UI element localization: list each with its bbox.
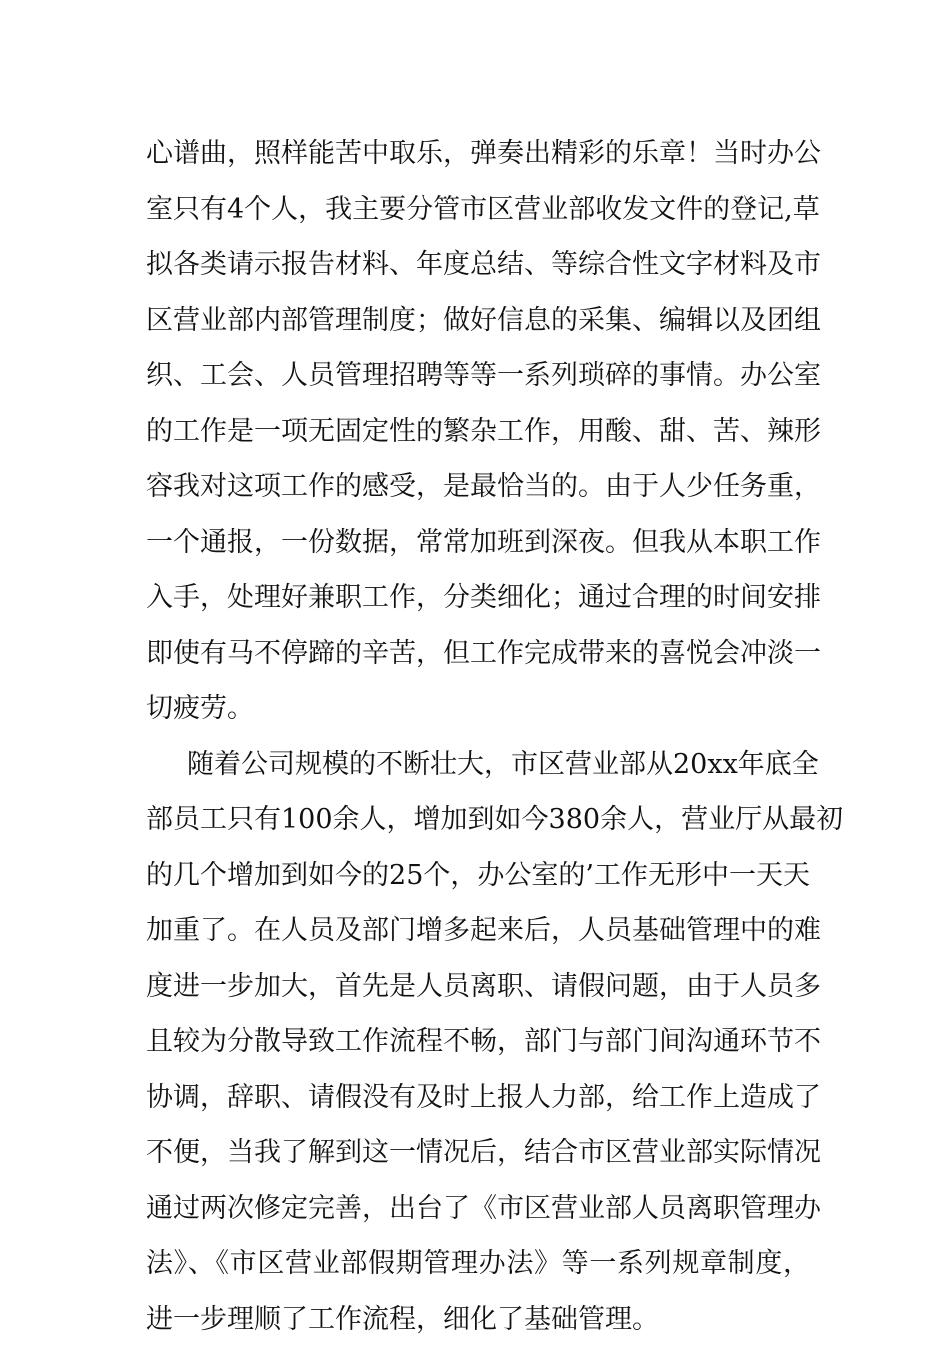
text-line: 不便，当我了解到这一情况后，结合市区营业部实际情况 <box>146 1125 810 1181</box>
text-line: 区营业部内部管理制度；做好信息的采集、编辑以及团组 <box>146 293 810 349</box>
text-line: 心谱曲，照样能苦中取乐，弹奏出精彩的乐章！当时办公 <box>146 126 810 182</box>
text-line: 法》、《市区营业部假期管理办法》等一系列规章制度， <box>146 1236 810 1292</box>
text-line: 协调，辞职、请假没有及时上报人力部，给工作上造成了 <box>146 1070 810 1126</box>
text-line: 部员工只有100余人，增加到如今380余人，营业厅从最初 <box>146 792 810 848</box>
body-text <box>146 126 810 1347</box>
text-line: 进一步理顺了工作流程，细化了基础管理。 <box>146 1292 810 1347</box>
text-line: 一个通报，一份数据，常常加班到深夜。但我从本职工作 <box>146 515 810 571</box>
text-line: 加重了。在人员及部门增多起来后，人员基础管理中的难 <box>146 903 810 959</box>
text-line: 且较为分散导致工作流程不畅，部门与部门间沟通环节不 <box>146 1014 810 1070</box>
text-line: 的几个增加到如今的25个，办公室的’工作无形中一天天 <box>146 848 810 904</box>
text-line: 即使有马不停蹄的辛苦，但工作完成带来的喜悦会冲淡一 <box>146 626 810 682</box>
text-line: 随着公司规模的不断壮大，市区营业部从20xx年底全 <box>146 737 810 793</box>
text-line: 入手，处理好兼职工作，分类细化；通过合理的时间安排 <box>146 570 810 626</box>
paragraph-2 <box>146 737 810 1347</box>
text-line: 度进一步加大，首先是人员离职、请假问题，由于人员多 <box>146 959 810 1015</box>
text-line: 容我对这项工作的感受，是最恰当的。由于人少任务重， <box>146 459 810 515</box>
text-line: 通过两次修定完善，出台了《市区营业部人员离职管理办 <box>146 1181 810 1237</box>
text-line: 切疲劳。 <box>146 681 810 737</box>
text-line: 室只有4个人，我主要分管市区营业部收发文件的登记,草 <box>146 182 810 238</box>
text-line: 的工作是一项无固定性的繁杂工作，用酸、甜、苦、辣形 <box>146 404 810 460</box>
text-line: 织、工会、人员管理招聘等等一系列琐碎的事情。办公室 <box>146 348 810 404</box>
text-line: 拟各类请示报告材料、年度总结、等综合性文字材料及市 <box>146 237 810 293</box>
paragraph-1 <box>146 126 810 737</box>
